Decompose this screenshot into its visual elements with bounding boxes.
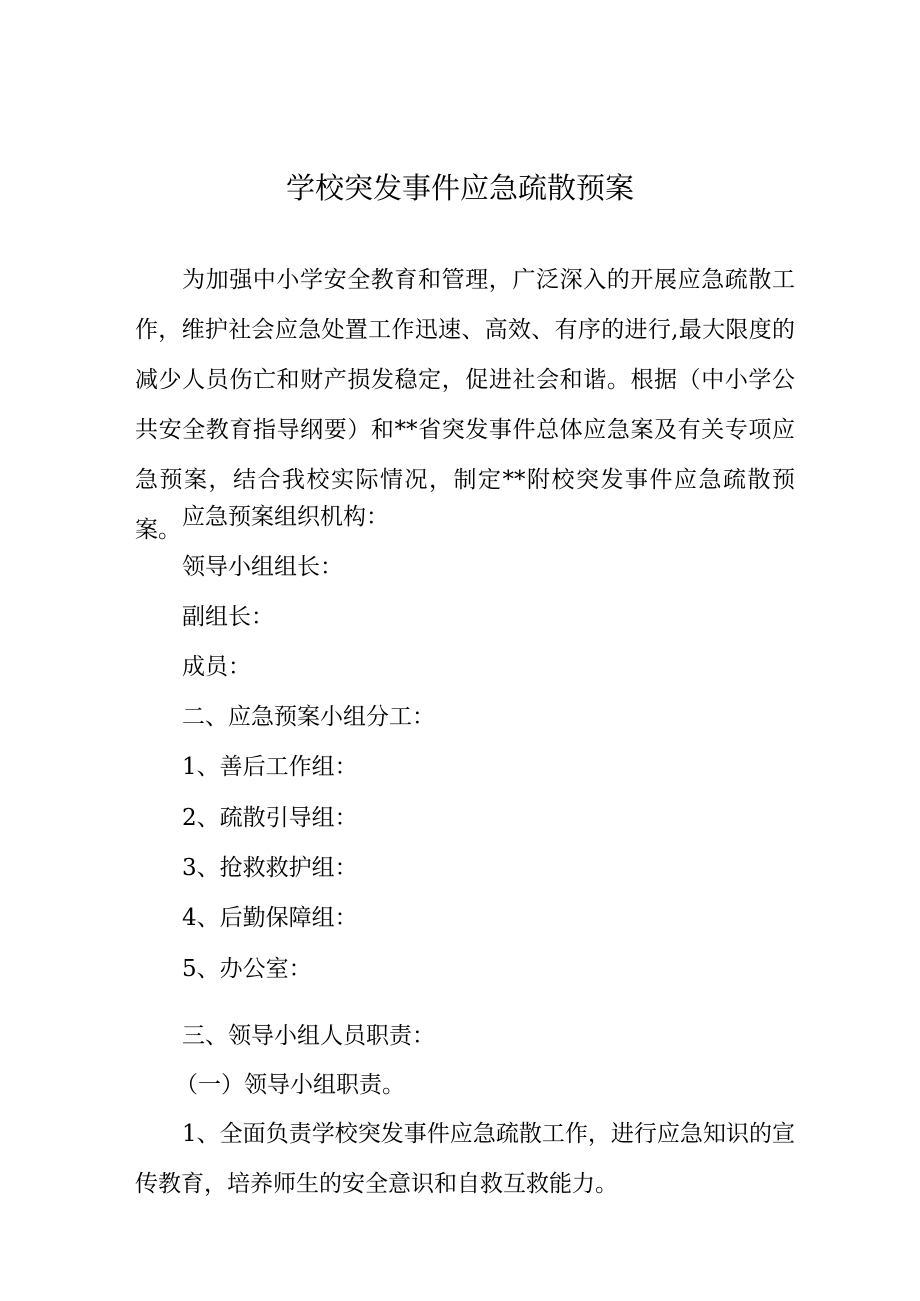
duties-heading: 三、领导小组人员职责：	[182, 1023, 435, 1049]
members-line: 成员：	[182, 654, 251, 680]
deputy-line: 副组长：	[182, 604, 274, 630]
group-item: 3、抢救救护组：	[182, 855, 358, 881]
group-item: 5、办公室：	[182, 956, 312, 982]
document-title: 学校突发事件应急疏散预案	[285, 171, 634, 205]
duty-item-paragraph: 1、全面负责学校突发事件应急疏散工作，进行应急知识的宣传教育，培养师生的安全意识和自救互救能力。	[135, 1121, 795, 1197]
org-heading: 应急预案组织机构：	[182, 504, 389, 530]
group-item: 2、疏散引导组：	[182, 805, 358, 831]
group-item: 1、善后工作组：	[182, 754, 358, 780]
group-item: 4、后勤保障组：	[182, 905, 358, 931]
duties-subheading: （一）领导小组职责。	[175, 1072, 405, 1098]
leader-line: 领导小组组长：	[182, 554, 343, 580]
intro-paragraph: 为加强中小学安全教育和管理，广泛深入的开展应急疏散工作，维护社会应急处置工作迅速、高效、有序的进行,最大限度的减少人员伤亡和财产损发稳定，促进社会和谐。根据（中小学公共安全教育指导纲要）和**省突发事件总体应急案及有关专项应急预案，结合我校实际情况，制定**附校突发事件应急疏散预案。	[135, 267, 795, 543]
division-heading: 二、应急预案小组分工：	[182, 704, 435, 730]
